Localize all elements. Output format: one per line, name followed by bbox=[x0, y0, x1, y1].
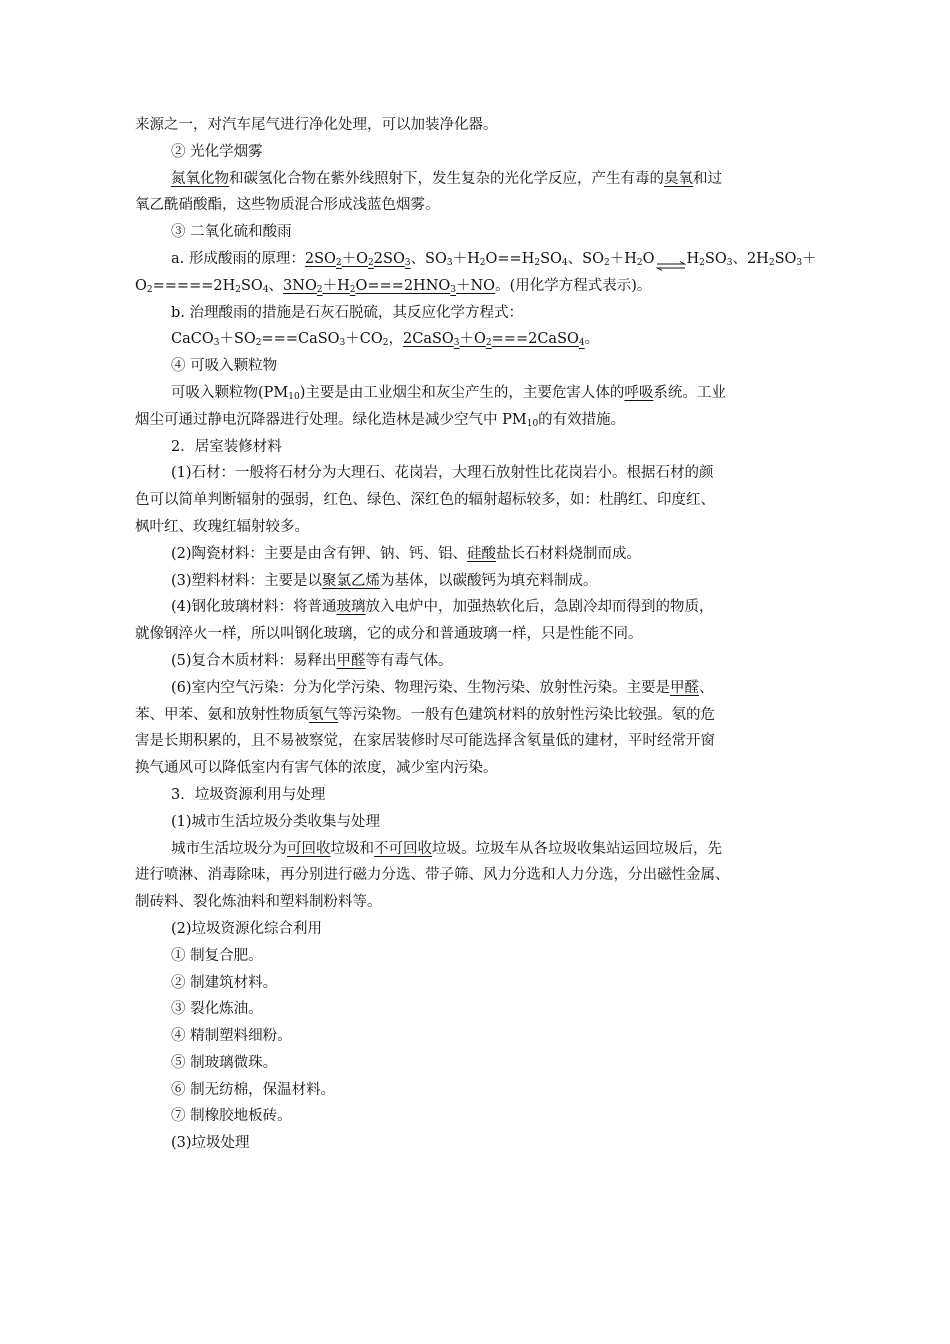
text-segment: 等有毒气体。 bbox=[365, 652, 453, 669]
text-segment: SO bbox=[774, 250, 797, 267]
text-segment: 来源之一，对汽车尾气进行净化处理，可以加装净化器。 bbox=[135, 117, 498, 133]
text-line bbox=[135, 192, 815, 219]
text-segment: 就像钢淬火一样，所以叫钢化玻璃，它的成分和普通玻璃一样，只是性能不同。 bbox=[135, 626, 643, 643]
underlined-answer: 2 bbox=[485, 338, 492, 349]
underlined-answer: 4 bbox=[578, 338, 585, 349]
text-line bbox=[135, 300, 815, 327]
text-line bbox=[135, 326, 815, 353]
subscript: 2 bbox=[699, 257, 705, 268]
text-line bbox=[135, 809, 815, 836]
subscript: 10 bbox=[526, 418, 539, 429]
text-segment: 垃圾和 bbox=[330, 840, 374, 857]
text-segment: (4)钢化玻璃材料：将普通 bbox=[171, 599, 337, 616]
text-segment: SO bbox=[240, 277, 263, 294]
underlined-answer: 甲醛 bbox=[336, 652, 366, 669]
text-segment: 等污染物。一般有色建筑材料的放射性污染比较强。氡的危 bbox=[338, 706, 715, 723]
text-line bbox=[135, 139, 815, 166]
text-segment: ② 光化学烟雾 bbox=[171, 143, 263, 160]
underlined-answer: 2 bbox=[335, 257, 342, 268]
text-line bbox=[135, 112, 815, 139]
text-segment: CaCO bbox=[171, 331, 214, 348]
subscript: 2 bbox=[768, 257, 775, 268]
text-segment: (6)室内空气污染：分为化学污染、物理污染、生物污染、放射性污染。主要是 bbox=[171, 679, 671, 696]
text-line bbox=[135, 380, 815, 407]
text-segment: ＋H bbox=[609, 250, 637, 267]
text-line bbox=[135, 675, 815, 702]
underlined-answer: 甲醛 bbox=[670, 679, 700, 696]
text-line bbox=[135, 728, 815, 755]
underlined-answer: 可回收 bbox=[287, 840, 331, 857]
text-segment: ＋ bbox=[802, 250, 817, 267]
text-segment: ， bbox=[388, 331, 403, 348]
text-segment: ③ 二氧化硫和酸雨 bbox=[171, 224, 292, 241]
text-segment: )主要是由工业烟尘和灰尘产生的，主要危害人体的 bbox=[299, 384, 625, 401]
text-segment: O==H bbox=[485, 250, 535, 267]
text-line bbox=[135, 943, 815, 970]
text-segment: 、2H bbox=[732, 250, 769, 267]
underlined-answer: 呼吸 bbox=[624, 384, 654, 401]
subscript: 3 bbox=[796, 257, 803, 268]
text-segment: ===CaSO bbox=[261, 331, 340, 348]
text-line bbox=[135, 541, 815, 568]
text-segment: ⑥ 制无纺棉，保温材料。 bbox=[171, 1081, 336, 1098]
underlined-answer: ＋O bbox=[459, 331, 486, 348]
text-line bbox=[135, 487, 815, 514]
text-segment: (2)垃圾资源化综合利用 bbox=[171, 920, 323, 937]
text-line bbox=[135, 916, 815, 943]
underlined-answer: 2 bbox=[349, 284, 356, 295]
text-line bbox=[135, 246, 815, 273]
underlined-answer: O===2HNO bbox=[355, 277, 451, 294]
text-segment: 色可以简单判断辐射的强弱，红色、绿色、深红色的辐射超标较多，如：杜鹃红、印度红、 bbox=[135, 492, 715, 509]
subscript: 2 bbox=[603, 257, 610, 268]
subscript: 2 bbox=[479, 257, 486, 268]
document-body bbox=[135, 112, 815, 1157]
text-line bbox=[135, 594, 815, 621]
text-line bbox=[135, 434, 815, 461]
text-segment: 、SO bbox=[567, 250, 604, 267]
underlined-answer: ＋O bbox=[341, 250, 369, 267]
text-line bbox=[135, 353, 815, 380]
text-segment: 2．居室装修材料 bbox=[171, 438, 282, 455]
text-segment: 系统。工业 bbox=[653, 384, 726, 401]
subscript: 2 bbox=[382, 338, 389, 349]
text-segment: ④ 精制塑料细粉。 bbox=[171, 1028, 292, 1045]
text-line bbox=[135, 996, 815, 1023]
text-segment: (1)石材：一般将石材分为大理石、花岗岩，大理石放射性比花岗岩小。根据石材的颜 bbox=[171, 465, 714, 482]
text-segment: 进行喷淋、消毒除味，再分别进行磁力分选、带子筛、风力分选和人力分选，分出磁性金属、 bbox=[135, 867, 730, 884]
text-line bbox=[135, 648, 815, 675]
text-segment: 垃圾。垃圾车从各垃圾收集站运回垃圾后，先 bbox=[432, 840, 722, 857]
text-line bbox=[135, 889, 815, 916]
text-segment: a. 形成酸雨的原理： bbox=[171, 250, 305, 267]
text-segment: 的有效措施。 bbox=[538, 411, 626, 428]
text-segment: 烟尘可通过静电沉降器进行处理。绿化造林是减少空气中 PM bbox=[135, 411, 527, 428]
underlined-answer: 2SO bbox=[373, 250, 405, 267]
text-segment: 氧乙酰硝酸酯，这些物质混合形成浅蓝色烟雾。 bbox=[135, 197, 440, 214]
text-segment: 可吸入颗粒物(PM bbox=[171, 384, 289, 401]
text-line bbox=[135, 970, 815, 997]
text-segment: 换气通风可以降低室内有害气体的浓度，减少室内污染。 bbox=[135, 760, 498, 777]
text-segment: O bbox=[135, 277, 147, 294]
underlined-answer: 2CaSO bbox=[403, 331, 454, 348]
subscript: 3 bbox=[339, 338, 346, 349]
text-line bbox=[135, 621, 815, 648]
text-line bbox=[135, 836, 815, 863]
underlined-answer: 3 bbox=[453, 338, 460, 349]
text-segment: ① 制复合肥。 bbox=[171, 947, 263, 964]
text-segment: ⑦ 制橡胶地板砖。 bbox=[171, 1108, 292, 1125]
text-segment: SO bbox=[540, 250, 562, 267]
text-segment: ＋SO bbox=[219, 331, 256, 348]
text-segment: 和碳氢化合物在紫外线照射下，发生复杂的光化学反应，产生有毒的 bbox=[229, 170, 664, 187]
underlined-answer: ===2CaSO bbox=[491, 331, 579, 348]
underlined-answer: 2 bbox=[316, 284, 323, 295]
text-segment: O bbox=[642, 250, 655, 267]
text-segment: ④ 可吸入颗粒物 bbox=[171, 358, 278, 375]
underlined-answer: 不可回收 bbox=[374, 840, 432, 857]
underlined-answer: 聚氯乙烯 bbox=[322, 572, 381, 589]
text-segment: 城市生活垃圾分为 bbox=[171, 840, 287, 857]
text-line bbox=[135, 1103, 815, 1130]
underlined-answer: 2 bbox=[368, 257, 374, 268]
subscript: 3 bbox=[446, 257, 453, 268]
subscript: 2 bbox=[534, 257, 541, 268]
text-segment: ＋CO bbox=[345, 331, 383, 348]
underlined-answer: 硅酸 bbox=[467, 545, 497, 562]
text-segment: ⑤ 制玻璃微珠。 bbox=[171, 1054, 278, 1071]
text-line bbox=[135, 702, 815, 729]
underlined-answer: 氡气 bbox=[309, 706, 338, 723]
text-line bbox=[135, 568, 815, 595]
text-segment: 枫叶红、玫瑰红辐射较多。 bbox=[135, 518, 309, 535]
text-line bbox=[135, 514, 815, 541]
underlined-answer: ＋H bbox=[322, 277, 350, 294]
text-segment: (5)复合木质材料：易释出 bbox=[171, 652, 337, 669]
text-segment: 盐长石材料烧制而成。 bbox=[496, 545, 642, 562]
underlined-answer: 臭氧 bbox=[664, 170, 693, 187]
underlined-answer: 3NO bbox=[283, 277, 317, 294]
underlined-answer: 3 bbox=[404, 257, 411, 268]
text-segment: b. 治理酸雨的措施是石灰石脱硫，其反应化学方程式： bbox=[171, 304, 523, 321]
underlined-answer: 玻璃 bbox=[336, 599, 366, 616]
text-line bbox=[135, 1077, 815, 1104]
text-segment: H bbox=[686, 250, 700, 267]
text-segment: SO bbox=[704, 250, 727, 267]
text-segment: ＋H bbox=[452, 250, 480, 267]
underlined-answer: 2SO bbox=[304, 250, 336, 267]
text-segment: 3．垃圾资源利用与处理 bbox=[171, 786, 326, 803]
text-segment: 制砖料、裂化炼油料和塑料制粉料等。 bbox=[135, 894, 382, 911]
subscript: 2 bbox=[636, 257, 643, 268]
text-line bbox=[135, 407, 815, 434]
text-segment: 和过 bbox=[693, 170, 722, 187]
text-segment: (2)陶瓷材料：主要是由含有钾、钠、钙、铝、 bbox=[171, 545, 468, 562]
text-segment: 为基体，以碳酸钙为填充料制成。 bbox=[380, 572, 598, 589]
text-segment: 害是长期积累的，且不易被察觉，在家居装修时尽可能选择含氡量低的建材，平时经常开窗 bbox=[135, 733, 715, 750]
text-line bbox=[135, 1023, 815, 1050]
text-line bbox=[135, 273, 815, 300]
subscript: 10 bbox=[288, 391, 300, 402]
text-line bbox=[135, 166, 815, 193]
text-segment: 放入电炉中，加强热软化后，急剧冷却而得到的物质， bbox=[365, 599, 714, 616]
subscript: 2 bbox=[235, 284, 241, 295]
text-segment: 、SO bbox=[410, 250, 447, 267]
text-segment: (3)塑料材料：主要是以 bbox=[171, 572, 323, 589]
text-line bbox=[135, 1050, 815, 1077]
underlined-answer: 3 bbox=[450, 284, 456, 295]
reversible-arrow-icon bbox=[656, 254, 686, 264]
text-segment: 、 bbox=[699, 679, 714, 696]
text-segment: 。 bbox=[584, 331, 600, 348]
subscript: 3 bbox=[726, 257, 733, 268]
text-segment: 、 bbox=[268, 277, 284, 294]
text-segment: ② 制建筑材料。 bbox=[171, 974, 278, 991]
text-line bbox=[135, 219, 815, 246]
text-line bbox=[135, 460, 815, 487]
text-segment: (3)垃圾处理 bbox=[171, 1135, 250, 1152]
subscript: 2 bbox=[255, 338, 262, 349]
text-segment: 。(用化学方程式表示)。 bbox=[495, 277, 652, 294]
underlined-answer: ＋NO bbox=[456, 277, 496, 294]
subscript: 3 bbox=[213, 338, 220, 349]
text-line bbox=[135, 755, 815, 782]
text-segment: =====2H bbox=[152, 277, 236, 294]
text-segment: ③ 裂化炼油。 bbox=[171, 1001, 263, 1018]
text-segment: (1)城市生活垃圾分类收集与处理 bbox=[171, 813, 381, 830]
subscript: 2 bbox=[146, 284, 153, 295]
underlined-answer: 氮氧化物 bbox=[171, 170, 229, 187]
text-segment: 苯、甲苯、氨和放射性物质 bbox=[135, 706, 309, 723]
text-line bbox=[135, 1130, 815, 1157]
text-line bbox=[135, 782, 815, 809]
subscript: 4 bbox=[262, 284, 269, 295]
subscript: 4 bbox=[561, 257, 568, 268]
text-line bbox=[135, 862, 815, 889]
